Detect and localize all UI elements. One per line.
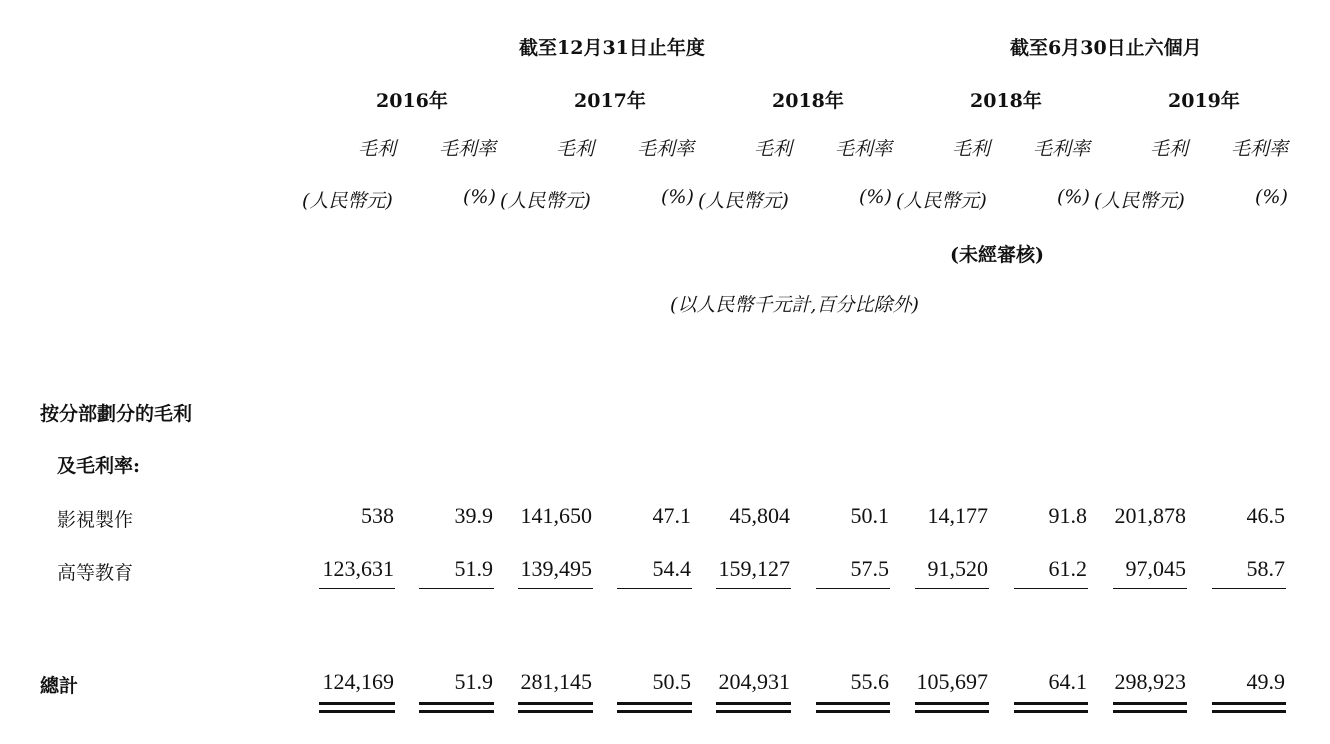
row-label-education: 高等教育 (57, 562, 134, 584)
currency-note: (以人民幣千元計,百分比除外) (670, 294, 919, 316)
unit-rmb: (人民幣元) (500, 190, 591, 212)
col-gross-profit: 毛利 (952, 138, 991, 160)
table-cell: 50.5 (652, 669, 691, 694)
subtotal-rule (419, 588, 494, 589)
table-cell: 61.2 (1048, 556, 1087, 581)
total-double-rule-bottom (816, 710, 890, 713)
table-cell: 51.9 (454, 556, 493, 581)
table-cell: 64.1 (1048, 669, 1087, 694)
table-cell: 123,631 (322, 556, 394, 581)
total-double-rule-bottom (716, 710, 791, 713)
total-double-rule-top (319, 702, 395, 705)
header-year-2016: 2016年 (376, 90, 448, 112)
table-cell: 538 (361, 503, 394, 528)
header-year-2019-h1: 2019年 (1168, 90, 1240, 112)
unit-rmb: (人民幣元) (1094, 190, 1185, 212)
table-cell: 50.1 (850, 503, 889, 528)
col-gross-profit: 毛利 (358, 138, 397, 160)
table-cell: 55.6 (850, 669, 889, 694)
table-cell: 45,804 (729, 503, 790, 528)
total-double-rule-bottom (518, 710, 593, 713)
table-cell: 46.5 (1246, 503, 1285, 528)
subtotal-rule (319, 588, 395, 589)
total-double-rule-top (915, 702, 989, 705)
total-double-rule-top (716, 702, 791, 705)
section-title-continued: 及毛利率: (57, 455, 141, 477)
section-title: 按分部劃分的毛利 (40, 403, 193, 425)
subtotal-rule (716, 588, 791, 589)
col-margin: 毛利率 (439, 138, 497, 160)
subtotal-rule (617, 588, 692, 589)
table-cell: 54.4 (652, 556, 691, 581)
table-cell: 97,045 (1125, 556, 1186, 581)
total-double-rule-top (518, 702, 593, 705)
total-double-rule-top (419, 702, 494, 705)
table-cell: 141,650 (520, 503, 592, 528)
unit-rmb: (人民幣元) (698, 190, 789, 212)
header-year-2017: 2017年 (574, 90, 646, 112)
subtotal-rule (1113, 588, 1187, 589)
total-double-rule-bottom (419, 710, 494, 713)
table-cell: 124,169 (322, 669, 394, 694)
total-double-rule-bottom (1014, 710, 1088, 713)
total-double-rule-bottom (319, 710, 395, 713)
subtotal-rule (1014, 588, 1088, 589)
total-double-rule-top (1014, 702, 1088, 705)
subtotal-rule (1212, 588, 1286, 589)
header-group-annual: 截至12月31日止年度 (519, 37, 705, 59)
unit-rmb: (人民幣元) (896, 190, 987, 212)
table-cell: 49.9 (1246, 669, 1285, 694)
col-gross-profit: 毛利 (754, 138, 793, 160)
table-cell: 51.9 (454, 669, 493, 694)
subtotal-rule (915, 588, 989, 589)
total-double-rule-top (1212, 702, 1286, 705)
unit-rmb: (人民幣元) (302, 190, 393, 212)
total-double-rule-bottom (617, 710, 692, 713)
table-cell: 58.7 (1246, 556, 1285, 581)
total-double-rule-bottom (915, 710, 989, 713)
total-double-rule-top (1113, 702, 1187, 705)
header-group-sixmonth: 截至6月30日止六個月 (1010, 37, 1202, 59)
table-cell: 204,931 (718, 669, 790, 694)
table-cell: 47.1 (652, 503, 691, 528)
col-margin: 毛利率 (637, 138, 695, 160)
unit-pct: (%) (1255, 186, 1288, 208)
table-cell: 105,697 (916, 669, 988, 694)
total-double-rule-top (816, 702, 890, 705)
table-cell: 281,145 (520, 669, 592, 694)
unit-pct: (%) (1057, 186, 1090, 208)
table-cell: 201,878 (1114, 503, 1186, 528)
table-cell: 57.5 (850, 556, 889, 581)
unit-pct: (%) (661, 186, 694, 208)
total-label: 總計 (40, 675, 79, 697)
table-cell: 298,923 (1114, 669, 1186, 694)
col-margin: 毛利率 (1033, 138, 1091, 160)
subtotal-rule (816, 588, 890, 589)
table-cell: 91,520 (927, 556, 988, 581)
table-cell: 39.9 (454, 503, 493, 528)
total-double-rule-bottom (1212, 710, 1286, 713)
total-double-rule-bottom (1113, 710, 1187, 713)
table-cell: 139,495 (520, 556, 592, 581)
unit-pct: (%) (859, 186, 892, 208)
table-cell: 14,177 (927, 503, 988, 528)
col-margin: 毛利率 (1231, 138, 1289, 160)
col-gross-profit: 毛利 (1150, 138, 1189, 160)
col-margin: 毛利率 (835, 138, 893, 160)
total-double-rule-top (617, 702, 692, 705)
table-cell: 91.8 (1048, 503, 1087, 528)
unaudited-label: (未經審核) (950, 244, 1044, 266)
col-gross-profit: 毛利 (556, 138, 595, 160)
table-cell: 159,127 (718, 556, 790, 581)
row-label-film: 影視製作 (57, 509, 134, 531)
subtotal-rule (518, 588, 593, 589)
unit-pct: (%) (463, 186, 496, 208)
header-year-2018-h1: 2018年 (970, 90, 1042, 112)
header-year-2018: 2018年 (772, 90, 844, 112)
